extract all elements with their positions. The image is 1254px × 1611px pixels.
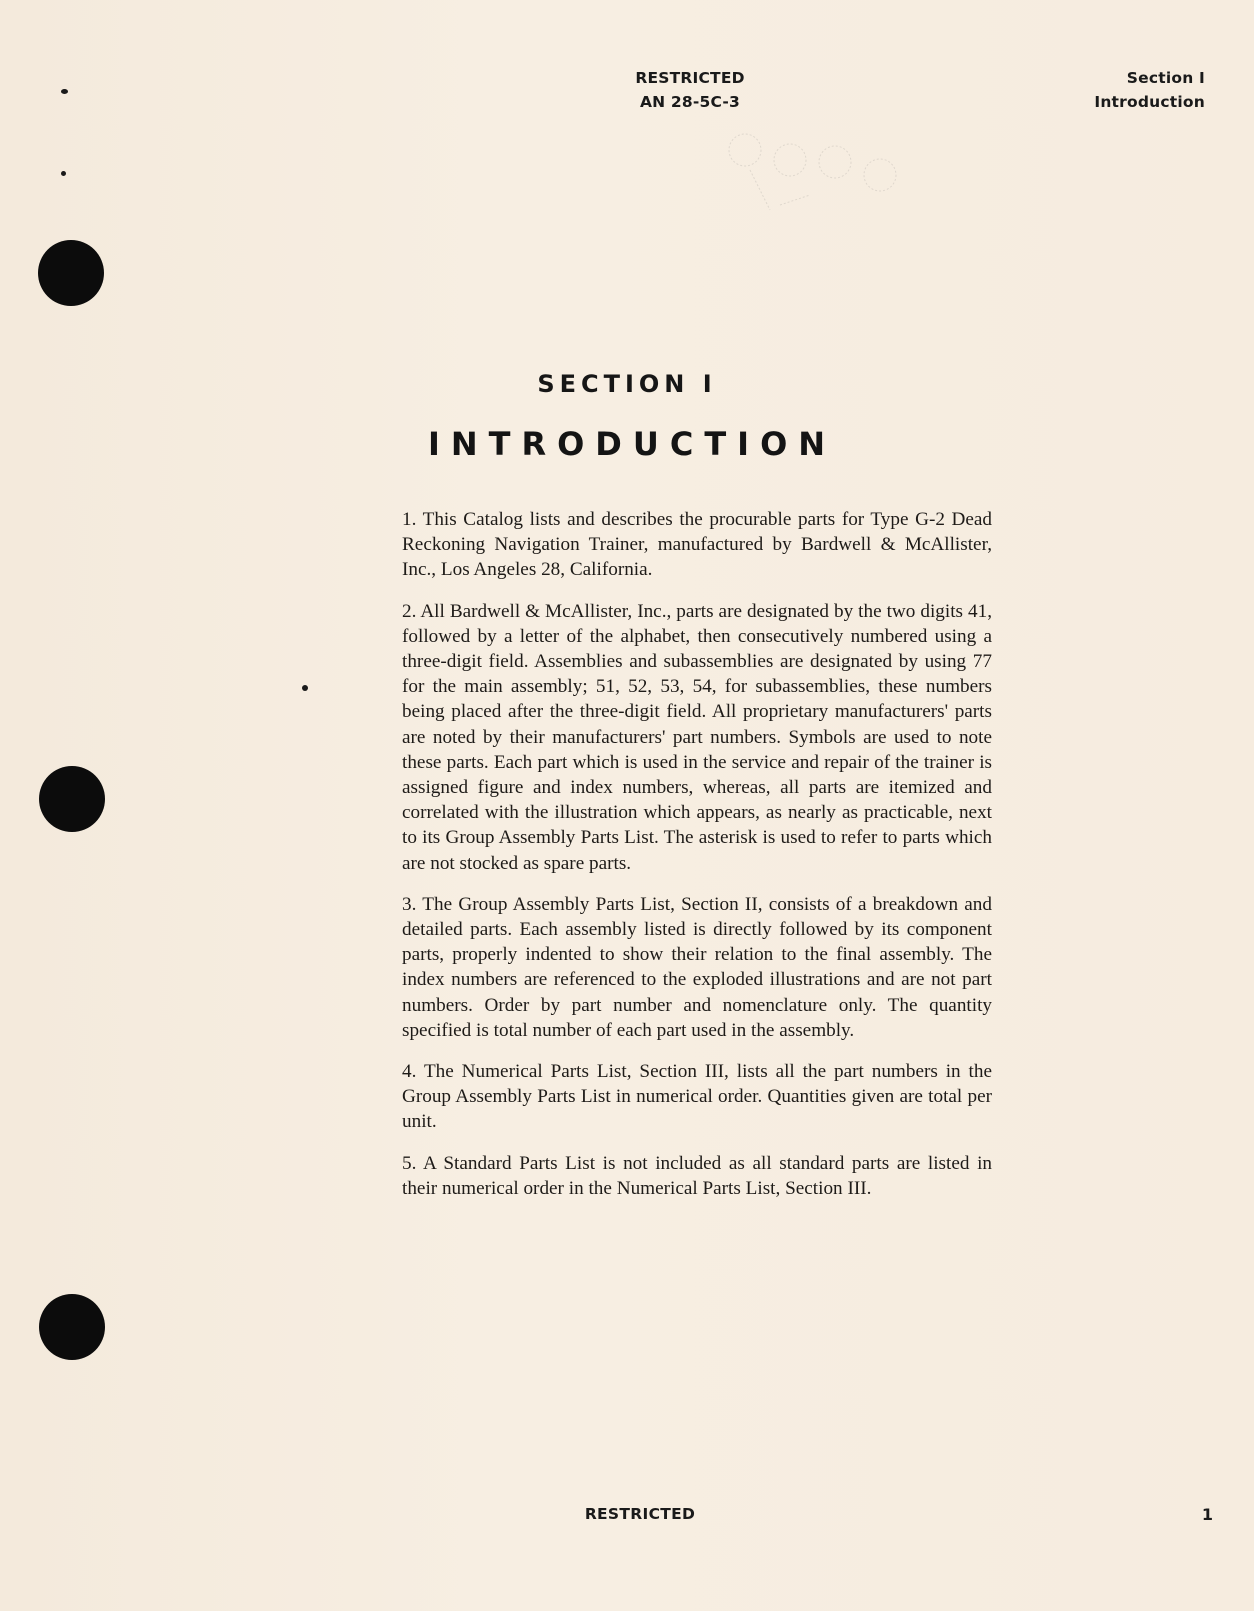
paragraph-1: 1. This Catalog lists and describes the procurable parts for Type G-2 Dead Reckoning Navigation Trainer, manufactured by Bardwell & McAllister, Inc., Los Angeles 28, California. (402, 509, 992, 581)
running-header-center (620, 66, 760, 114)
section-label: SECTION I (537, 370, 717, 398)
header-classification: RESTRICTED (635, 69, 745, 87)
paper-speck (302, 685, 308, 691)
footer-classification: RESTRICTED (584, 1505, 696, 1523)
punch-hole-bottom (39, 1294, 105, 1360)
header-section-name: Introduction (1094, 93, 1205, 111)
paragraph-4: 4. The Numerical Parts List, Section III, lists all the part numbers in the Group Assembly Parts List in numerical order. Quantities given are total per unit. (402, 1061, 992, 1133)
paragraph-5: 5. A Standard Parts List is not included as all standard parts are listed in their numerical order in the Numerical Parts List, Section III. (402, 1152, 992, 1199)
paper-speck (61, 171, 66, 176)
punch-hole-top (38, 240, 104, 306)
paragraph-3: 3. The Group Assembly Parts List, Section II, consists of a breakdown and detailed parts. Each assembly listed is directly followed by its component parts, properly indented to show their relation to the final assembly. The index numbers are referenced to the exploded illustrations and are not part numbers. Order by part number and nomenclature only. The quantity specified is total number of each part used in the assembly. (402, 893, 992, 1041)
paper-speck (61, 89, 68, 94)
page-title: INTRODUCTION (427, 425, 837, 463)
header-section: Section I (1126, 69, 1205, 87)
page-number: 1 (1201, 1505, 1213, 1524)
running-header-right (1094, 66, 1205, 114)
paragraph-2: 2. All Bardwell & McAllister, Inc., parts are designated by the two digits 41, followed by a letter of the alphabet, then consecutively numbered using a three-digit field. Assemblies and subassemblies are designated by using 77 for the main assembly; 51, 52, 53, 54, for subassemblies, these numbers being placed after the three-digit field. All proprietary manufacturers' parts are noted by their manufacturers' part numbers. Symbols are used to note these parts. Each part which is used in the service and repair of the trainer is assigned figure and index numbers, whereas, all parts are itemized and correlated with the illustration which appears, as nearly as practicable, next to its Group Assembly Parts List. The asterisk is used to refer to parts which are not stocked as spare parts. (402, 600, 992, 874)
bleed-through-illustration (720, 125, 920, 215)
body-text (402, 507, 992, 1217)
punch-hole-middle (39, 766, 105, 832)
header-document-number: AN 28-5C-3 (639, 93, 741, 111)
